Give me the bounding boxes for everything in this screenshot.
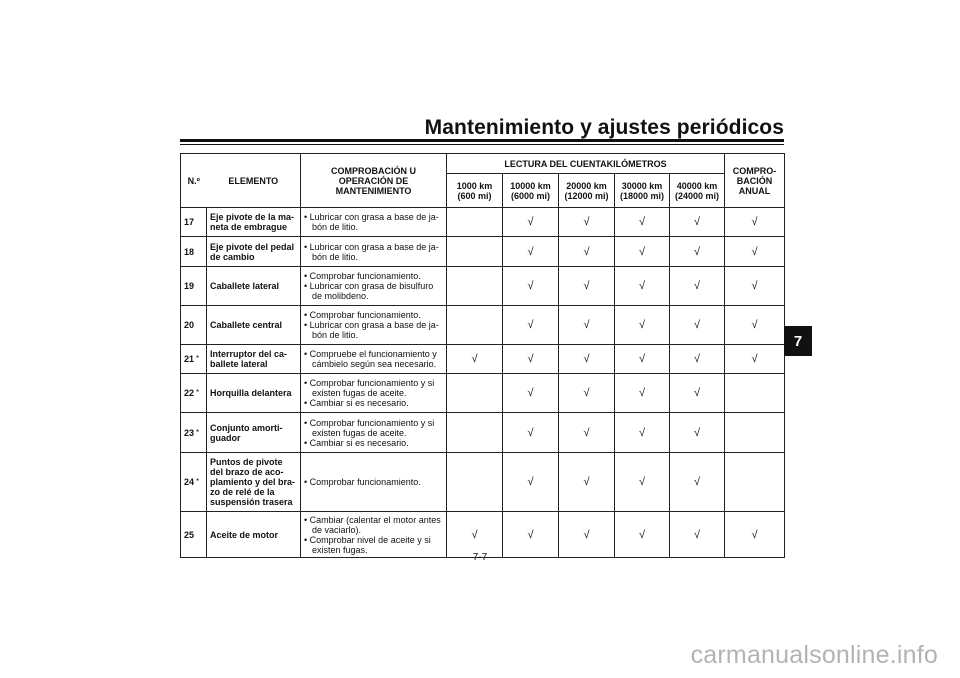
row-operation <box>301 208 447 237</box>
row-number <box>181 208 207 237</box>
annual-check: √ <box>725 267 785 306</box>
interval-check: √ <box>670 237 725 267</box>
annual-check: √ <box>725 345 785 374</box>
row-number-text: 17 <box>184 217 195 227</box>
annual-check: √ <box>725 208 785 237</box>
row-element: Interruptor del ca-ballete lateral <box>207 345 301 374</box>
interval-check <box>447 453 503 512</box>
row-number <box>181 512 207 558</box>
page-number: 7-7 <box>472 552 488 563</box>
dealer-service-mark: * <box>196 427 200 437</box>
annual-check: √ <box>725 306 785 345</box>
operation-line: • Lubricar con grasa de bisulfuro de molibdeno. <box>304 281 434 301</box>
table-row <box>181 267 785 306</box>
interval-check: √ <box>503 374 559 413</box>
header-no: N.º <box>181 154 207 208</box>
row-number <box>181 345 207 374</box>
interval-check: √ <box>615 267 670 306</box>
annual-check <box>725 374 785 413</box>
row-operation <box>301 413 447 453</box>
interval-check: √ <box>615 413 670 453</box>
operation-line: • Cambiar (calentar el motor antes de vaciarlo). <box>304 514 441 535</box>
row-operation <box>301 512 447 558</box>
interval-check: √ <box>615 374 670 413</box>
header-km-20000: 20000 km (12000 mi) <box>559 174 615 208</box>
watermark: carmanualsonline.info <box>690 641 938 669</box>
row-element: Horquilla delantera <box>207 374 301 413</box>
row-number-text: 20 <box>184 320 195 330</box>
row-operation <box>301 267 447 306</box>
interval-check <box>447 374 503 413</box>
table-row <box>181 453 785 512</box>
table-header-row <box>181 154 785 174</box>
interval-check: √ <box>559 237 615 267</box>
row-element: Eje pivote del pedal de cambio <box>207 237 301 267</box>
row-element: Caballete lateral <box>207 267 301 306</box>
row-number <box>181 237 207 267</box>
header-km-30000: 30000 km (18000 mi) <box>615 174 670 208</box>
row-number-text: 24 <box>184 477 195 487</box>
chapter-tab: 7 <box>784 326 812 356</box>
row-element: Eje pivote de la ma-neta de embrague <box>207 208 301 237</box>
interval-check <box>447 413 503 453</box>
row-number-text: 18 <box>184 246 195 257</box>
annual-check <box>725 413 785 453</box>
interval-check: √ <box>447 512 503 558</box>
row-number-text: 21 <box>184 354 195 364</box>
interval-check: √ <box>559 453 615 512</box>
row-number-text: 19 <box>184 281 195 291</box>
row-operation <box>301 237 447 267</box>
interval-check: √ <box>503 237 559 267</box>
interval-check: √ <box>615 453 670 512</box>
row-element: Conjunto amorti-guador <box>207 413 301 453</box>
table-row <box>181 413 785 453</box>
interval-check: √ <box>559 306 615 345</box>
interval-check: √ <box>559 267 615 306</box>
row-operation <box>301 453 447 512</box>
table-row <box>181 345 785 374</box>
interval-check: √ <box>615 345 670 374</box>
interval-check: √ <box>615 306 670 345</box>
interval-check: √ <box>447 345 503 374</box>
table-row <box>181 306 785 345</box>
operation-line: • Comprobar funcionamiento y si existen fugas de aceite. <box>304 417 435 438</box>
header-km-40000: 40000 km (24000 mi) <box>670 174 725 208</box>
dealer-service-mark: * <box>196 388 200 397</box>
row-number-text: 25 <box>184 529 195 540</box>
row-operation <box>301 374 447 413</box>
maintenance-table <box>180 153 785 558</box>
header-operation: COMPROBACIÓN U OPERACIÓN DE MANTENIMIENTO <box>301 154 447 208</box>
interval-check: √ <box>670 306 725 345</box>
interval-check: √ <box>670 208 725 237</box>
row-operation <box>301 345 447 374</box>
operation-line: • Comprobar nivel de aceite y si existen fugas. <box>304 534 431 555</box>
row-number-text: 23 <box>184 427 195 438</box>
row-number <box>181 453 207 512</box>
operation-line: • Cambiar si es necesario. <box>304 437 409 448</box>
interval-check: √ <box>503 345 559 374</box>
operation-line: • Lubricar con grasa a base de ja-bón de litio. <box>304 241 439 262</box>
header-element: ELEMENTO <box>207 154 301 208</box>
interval-check: √ <box>615 208 670 237</box>
interval-check <box>447 237 503 267</box>
annual-check <box>725 453 785 512</box>
interval-check: √ <box>503 512 559 558</box>
interval-check: √ <box>503 267 559 306</box>
interval-check: √ <box>559 512 615 558</box>
row-operation <box>301 306 447 345</box>
interval-check: √ <box>503 208 559 237</box>
dealer-service-mark: * <box>196 477 200 486</box>
interval-check: √ <box>503 306 559 345</box>
interval-check: √ <box>670 512 725 558</box>
operation-line: • Comprobar funcionamiento. <box>304 271 421 281</box>
title-rule-thin <box>180 144 784 145</box>
table-row <box>181 374 785 413</box>
operation-line: • Comprobar funcionamiento y si existen fugas de aceite. <box>304 378 435 398</box>
operation-line: • Cambiar si es necesario. <box>304 398 409 408</box>
table-row <box>181 237 785 267</box>
row-number <box>181 413 207 453</box>
annual-check: √ <box>725 512 785 558</box>
row-number <box>181 374 207 413</box>
operation-line: • Lubricar con grasa a base de ja-bón de litio. <box>304 320 439 340</box>
row-number <box>181 267 207 306</box>
interval-check: √ <box>559 345 615 374</box>
interval-check <box>447 306 503 345</box>
header-km-10000: 10000 km (6000 mi) <box>503 174 559 208</box>
interval-check: √ <box>615 237 670 267</box>
header-odometer: LECTURA DEL CUENTAKILÓMETROS <box>447 154 725 174</box>
interval-check: √ <box>503 453 559 512</box>
interval-check: √ <box>670 374 725 413</box>
interval-check: √ <box>615 512 670 558</box>
page-title: Mantenimiento y ajustes periódicos <box>424 116 784 139</box>
interval-check: √ <box>559 413 615 453</box>
interval-check <box>447 208 503 237</box>
title-rule-thick <box>180 139 784 142</box>
interval-check: √ <box>670 345 725 374</box>
interval-check: √ <box>559 208 615 237</box>
row-number <box>181 306 207 345</box>
operation-line: • Lubricar con grasa a base de ja-bón de litio. <box>304 212 439 232</box>
table-row <box>181 512 785 558</box>
interval-check: √ <box>670 413 725 453</box>
operation-line: • Comprobar funcionamiento. <box>304 477 421 487</box>
interval-check: √ <box>503 413 559 453</box>
interval-check <box>447 267 503 306</box>
annual-check: √ <box>725 237 785 267</box>
row-element: Puntos de pivote del brazo de aco-plamiento y del bra-zo de relé de la suspensión trasera <box>207 453 301 512</box>
interval-check: √ <box>559 374 615 413</box>
dealer-service-mark: * <box>196 354 200 363</box>
row-element: Caballete central <box>207 306 301 345</box>
operation-line: • Comprobar funcionamiento. <box>304 310 421 320</box>
header-annual: COMPRO-BACIÓN ANUAL <box>725 154 785 208</box>
row-element: Aceite de motor <box>207 512 301 558</box>
header-km-1000: 1000 km (600 mi) <box>447 174 503 208</box>
row-number-text: 22 <box>184 388 195 398</box>
interval-check: √ <box>670 453 725 512</box>
interval-check: √ <box>670 267 725 306</box>
operation-line: • Compruebe el funcionamiento y cámbielo según sea necesario. <box>304 349 437 369</box>
table-row <box>181 208 785 237</box>
